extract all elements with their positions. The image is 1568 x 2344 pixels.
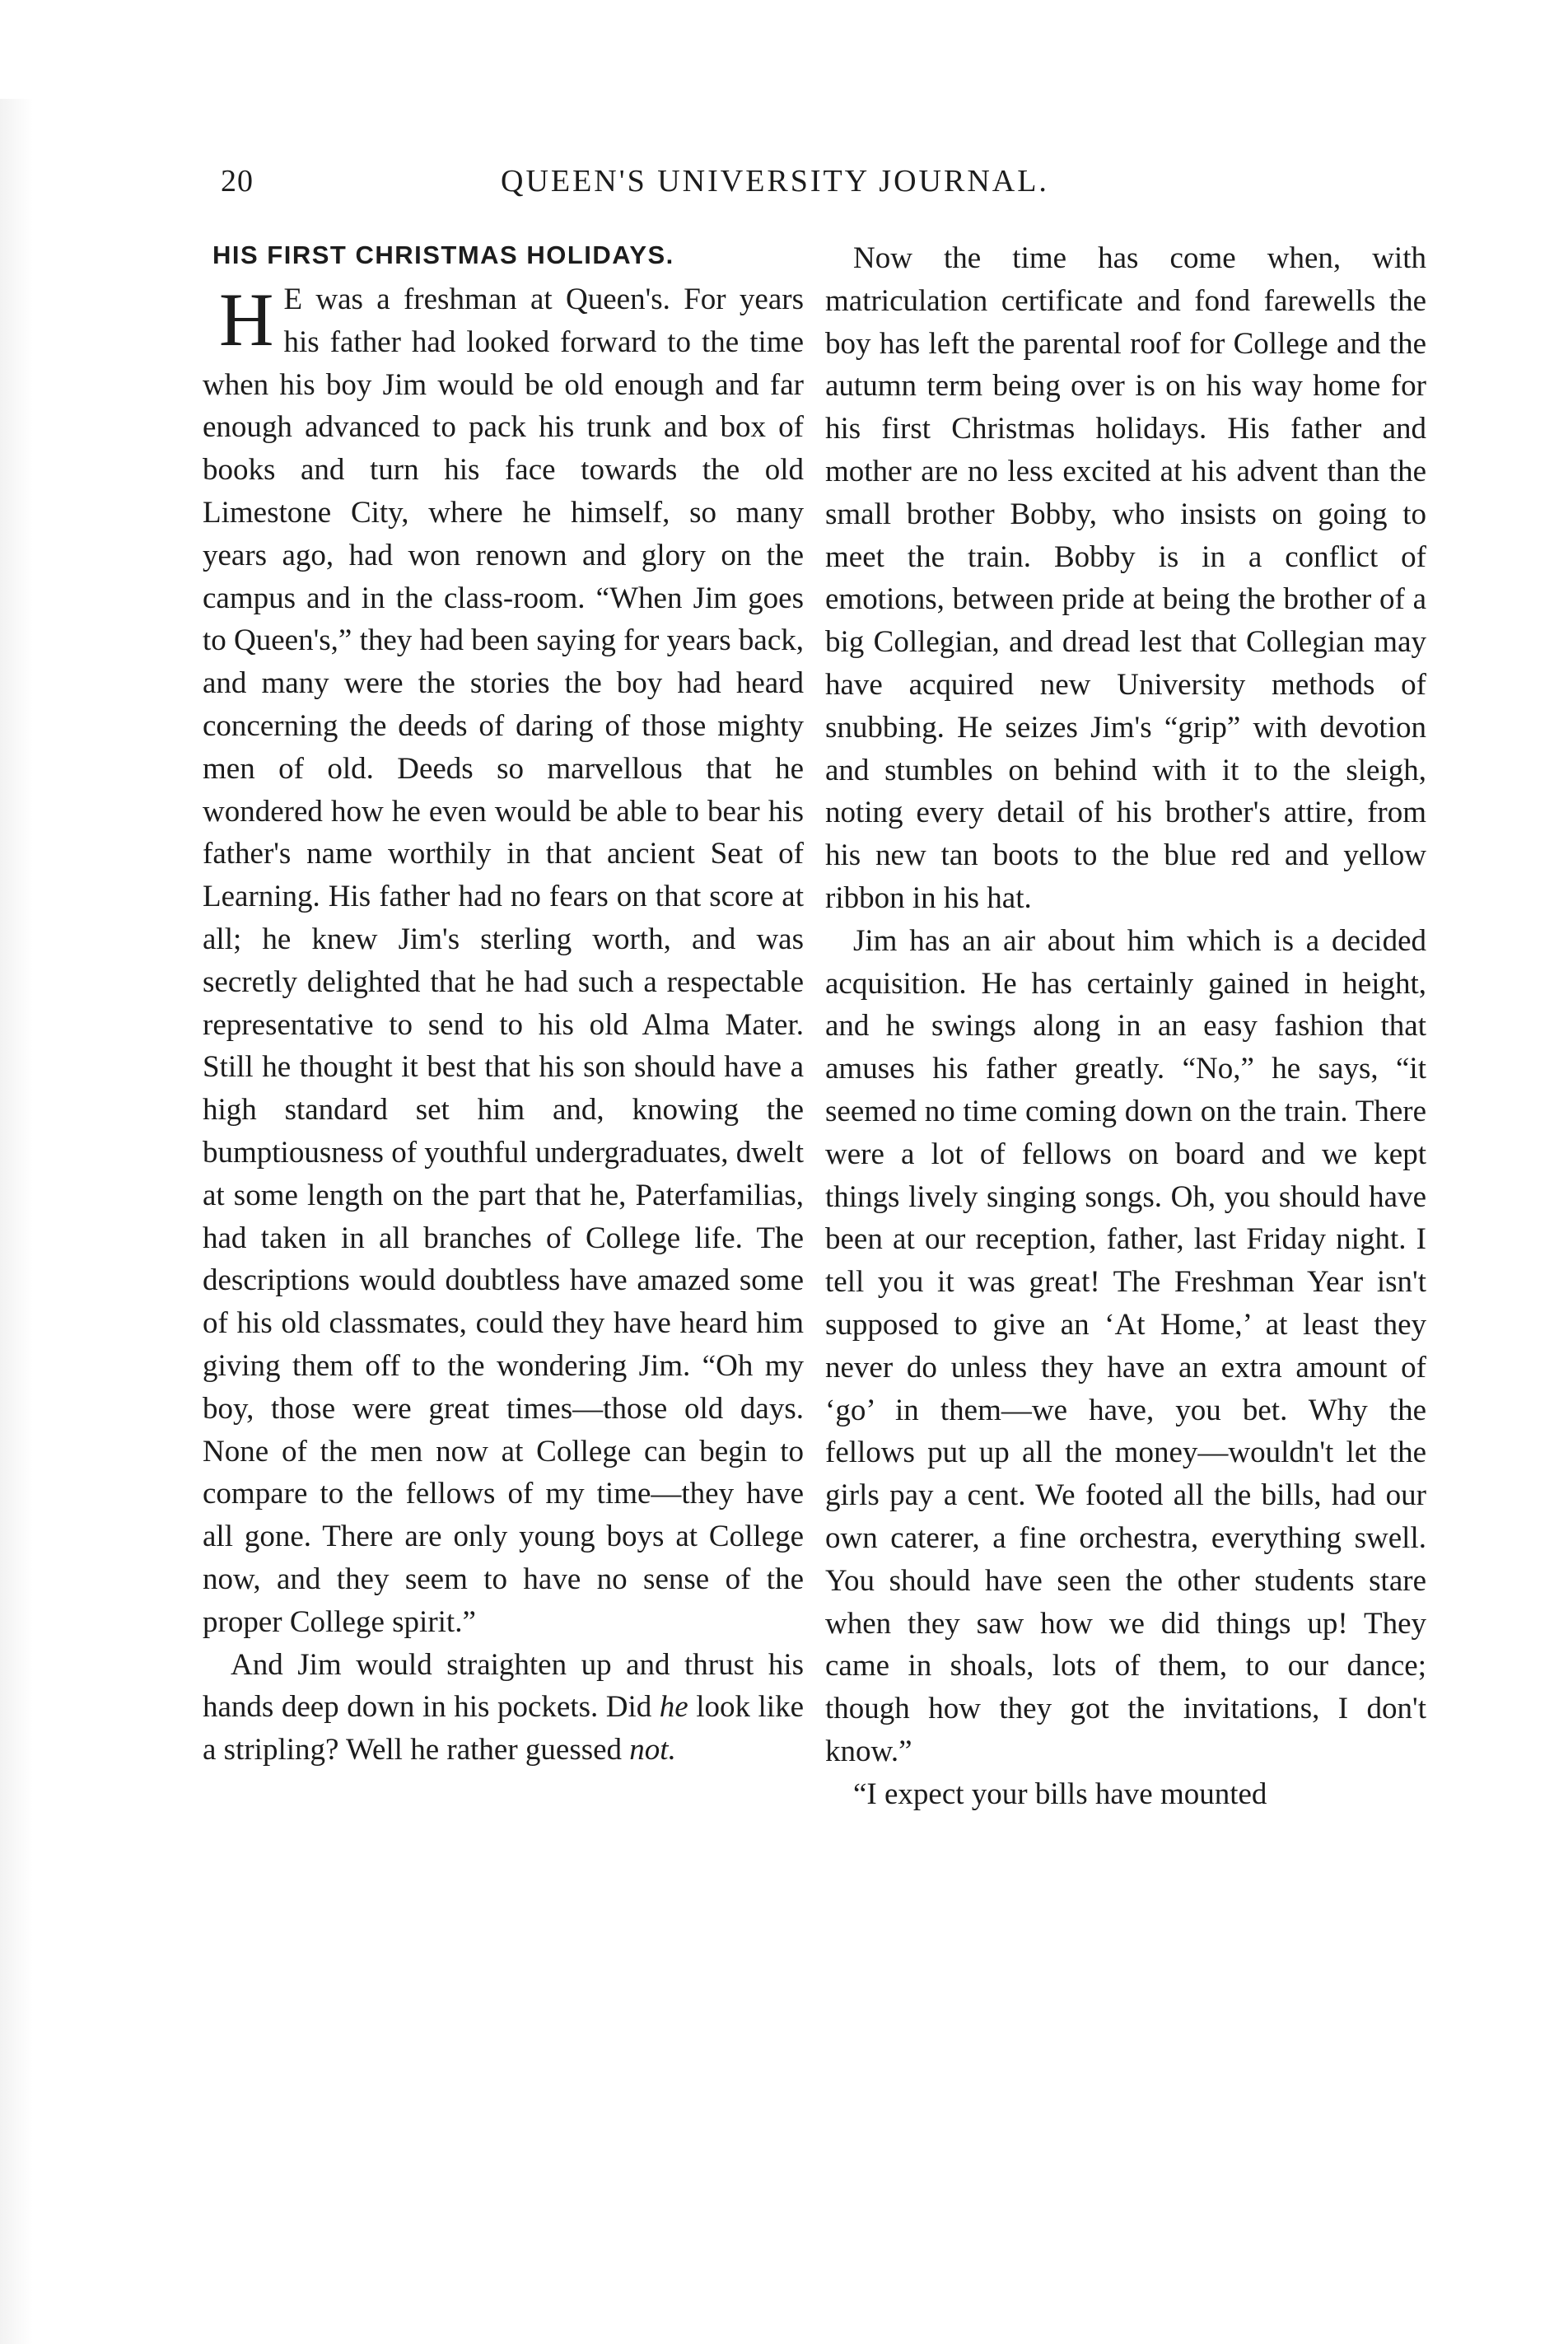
running-head: QUEEN'S UNIVERSITY JOURNAL.: [501, 164, 1049, 198]
emphasis-he: he: [659, 1690, 688, 1725]
paragraph-opening: [203, 278, 804, 1644]
paragraph-homecoming: Now the time has come when, with matriculation certificate and fond farewells the boy has left the parental roof for College and the autumn term being over is on his way home for his first Christmas holidays. His father and mother are no less excited at his advent than the small brother Bobby, who insists on going to meet the train. Bobby is in a conflict of emotions, between pride at being the brother of a big Collegian, and dread lest that Collegian may have acquired new University methods of snubbing. He seizes Jim's “grip” with devotion and stumbles on behind with it to the sleigh, noting every detail of his brother's attire, from his new tan boots to the blue red and yellow ribbon in his hat.: [825, 241, 1426, 915]
first-word-rest: E: [283, 282, 303, 316]
left-column: [203, 237, 804, 1772]
page-number: 20: [221, 164, 254, 198]
drop-cap: H: [219, 278, 274, 362]
article-title: HIS FIRST CHRISTMAS HOLIDAYS.: [212, 240, 674, 269]
page-header: [221, 163, 1143, 212]
right-column: [825, 237, 1426, 1815]
paragraph-stripling-text-a: And Jim would straighten up and thrust his hands deep down in his pockets. Did: [203, 1647, 804, 1725]
emphasis-not: not.: [629, 1733, 676, 1767]
paragraph-stripling-text-b: look like a stripling? Well he rather guessed: [203, 1690, 805, 1767]
paragraph-bills: “I expect your bills have mounted: [853, 1777, 1267, 1811]
paragraph-stripling: [203, 1644, 804, 1772]
paragraph-jim-speaks: Jim has an air about him which is a decided acquisition. He has certainly gained in height, and he swings along in an easy fashion that amuses his father greatly. “No,” he says, “it seemed no time coming down on the train. There were a lot of fellows on board and we kept things lively singing songs. Oh, you should have been at our reception, father, last Friday night. I tell you it was great! The Freshman Year isn't supposed to give an ‘At Home,’ at least they never do unless they have an extra amount of ‘go’ in them—we have, you bet. Why the fellows put up all the money—wouldn't let the girls pay a cent. We footed all the bills, had our own caterer, a fine orchestra, everything swell. You should have seen the other students stare when they saw how we did things up! They came in shoals, lots of them, to our dance; though how they got the invitations, I don't know.”: [825, 923, 1426, 1768]
paragraph-opening-text: was a freshman at Queen's. For years his father had looked forward to the time when his boy Jim would be old enough and far enough advanced to pack his trunk and box of books and turn his face towards the old Limestone City, where he himself, so many years ago, had won renown and glory on the campus and in the class-room. “When Jim goes to Queen's,” they had been saying for years back, and many were the stories the boy had heard concerning the deeds of daring of those mighty men of old. Deeds so marvellous that he wondered how he even would be able to bear his father's name worthily in that ancient Seat of Learning. His father had no fears on that score at all; he knew Jim's sterling worth, and was secretly delighted that he had such a respectable representative to send to his old Alma Mater. Still he thought it best that his son should have a high standard set him and, knowing the bumptiousness of youthful undergraduates, dwelt at some length on the part that he, Paterfamilias, had taken in all branches of College life. The descriptions would doubtless have amazed some of his old classmates, could they have heard him giving them off to the wondering Jim. “Oh my boy, those were great times—those old days. None of the men now at College can begin to compare to the fellows of my time—they have all gone. There are only young boys at College now, and they seem to have no sense of the proper College spirit.”: [203, 282, 804, 1639]
scan-edge-shadow: [0, 99, 33, 2344]
